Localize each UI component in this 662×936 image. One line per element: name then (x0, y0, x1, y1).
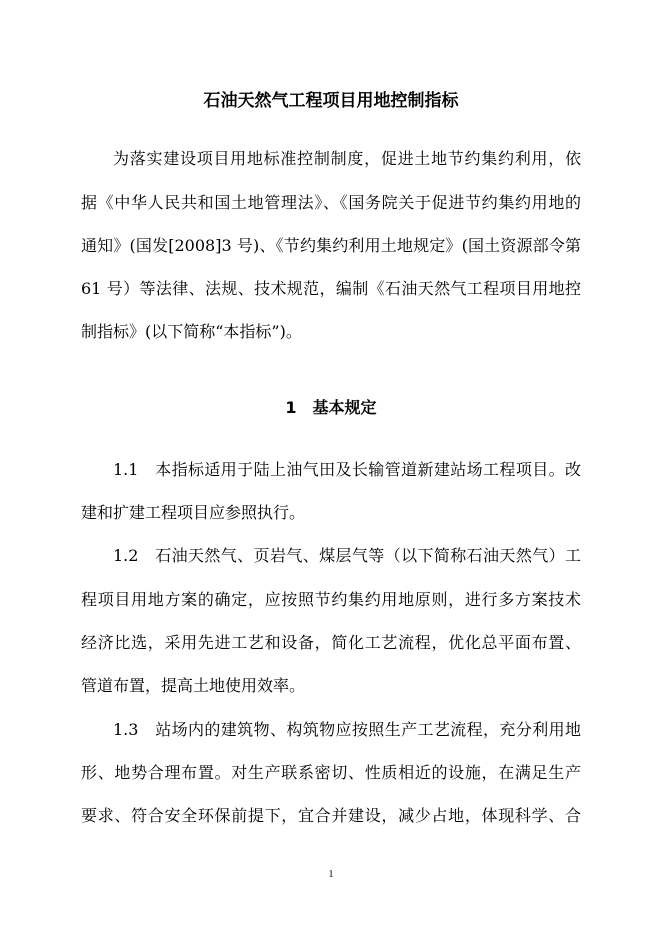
clause-1-2-line-3: 经济比选，采用先进工艺和设备，简化工艺流程，优化总平面布置、 (81, 633, 581, 652)
intro-line-1: 为落实建设项目用地标准控制制度，促进土地节约集约利用，依 (113, 149, 581, 168)
clause-1-1-line-1: 1.1 本指标适用于陆上油气田及长输管道新建站场工程项目。改 (113, 460, 581, 479)
clause-1-2-line-4: 管道布置，提高土地使用效率。 (81, 676, 306, 695)
page-number: 1 (328, 869, 334, 880)
clause-1-3-line-2: 形、地势合理布置。对生产联系密切、性质相近的设施，在满足生产 (81, 763, 581, 782)
document-title: 石油天然气工程项目用地控制指标 (203, 91, 459, 111)
intro-line-3: 通知》(国发[2008]3 号)、《节约集约利用土地规定》(国土资源部令第 (81, 236, 581, 255)
clause-1-3-line-1: 1.3 站场内的建筑物、构筑物应按照生产工艺流程，充分利用地 (113, 720, 581, 739)
intro-line-4: 61 号）等法律、法规、技术规范，编制《石油天然气工程项目用地控 (81, 279, 581, 298)
clause-1-2-line-2: 程项目用地方案的确定，应按照节约集约用地原则，进行多方案技术 (81, 590, 581, 609)
intro-line-5: 制指标》(以下简称“本指标”)。 (81, 322, 302, 341)
intro-line-2: 据《中华人民共和国土地管理法》、《国务院关于促进节约集约用地的 (81, 193, 581, 212)
clause-1-1-line-2: 建和扩建工程项目应参照执行。 (81, 503, 306, 522)
clause-1-3-line-3: 要求、符合安全环保前提下，宜合并建设，减少占地，体现科学、合 (81, 806, 581, 825)
section-heading: 1 基本规定 (285, 398, 377, 417)
clause-1-2-line-1: 1.2 石油天然气、页岩气、煤层气等（以下简称石油天然气）工 (113, 546, 581, 565)
